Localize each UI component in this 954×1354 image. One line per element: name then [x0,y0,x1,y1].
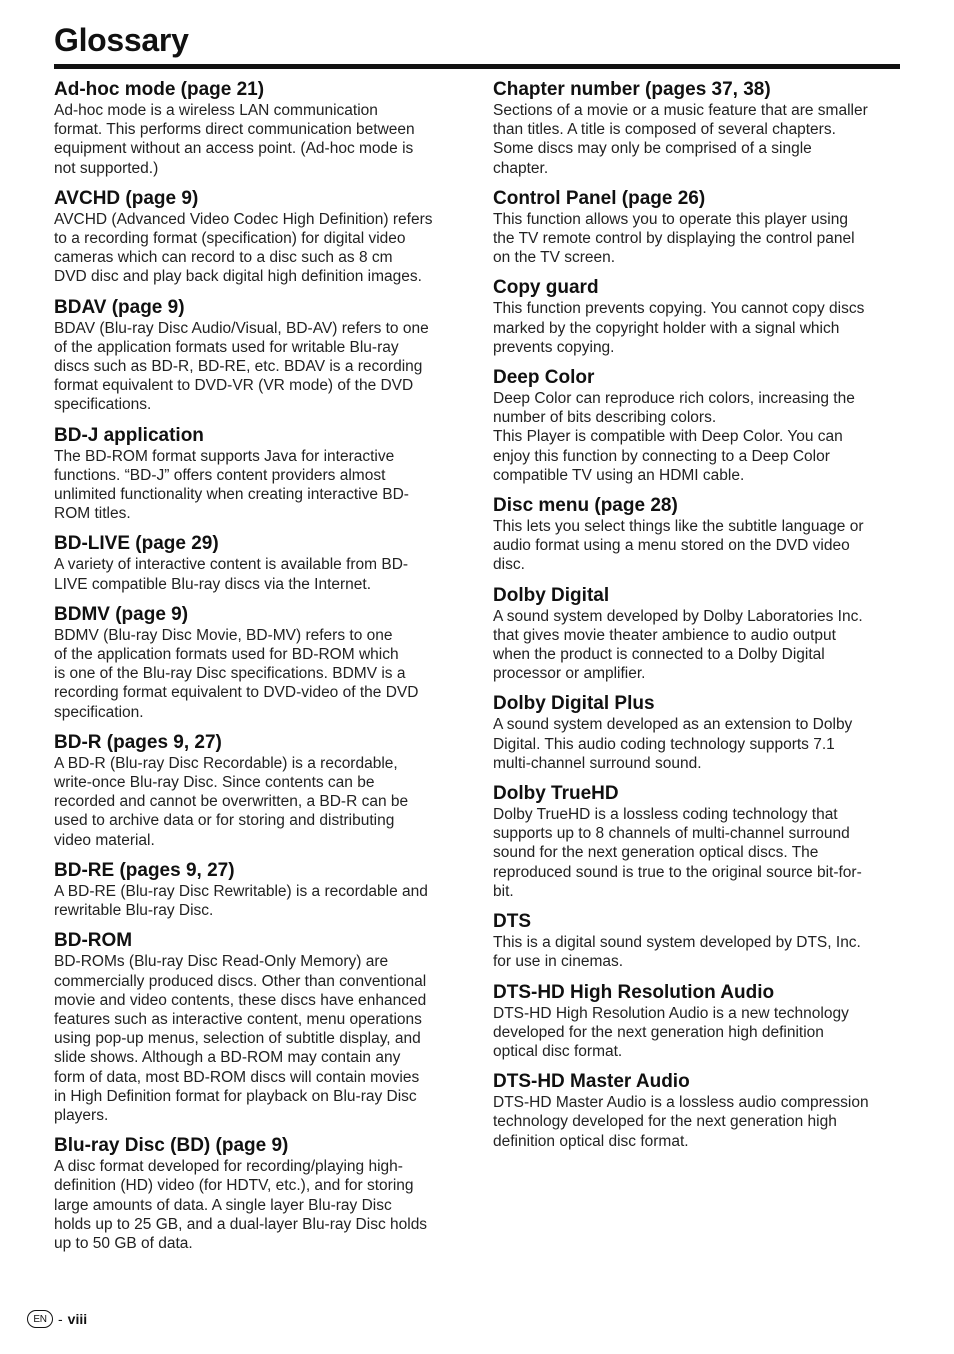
page-title: Glossary [54,22,189,58]
glossary-term: Chapter number (pages 37, 38) [493,79,771,100]
glossary-term: BD-RE (pages 9, 27) [54,859,235,881]
glossary-definition: Deep Color can reproduce rich colors, increasing the number of bits describing colors. This Player is compatible with Deep Color. You can enjoy this function by connecting to a Deep Color compatible TV using an HDMI cable. [493,390,855,484]
glossary-entry [54,297,462,415]
glossary-definition: This lets you select things like the subtitle language or audio format using a menu stored on the DVD video disc. [493,518,864,574]
glossary-term: BD-R (pages 9, 27) [54,731,222,753]
glossary-entry [493,277,901,357]
glossary-entry [54,425,462,524]
glossary-column-left [54,79,462,1263]
glossary-definition: A BD-R (Blu-ray Disc Recordable) is a recordable, write-once Blu-ray Disc. Since contents can be recorded and cannot be overwritten, a BD-R can be used to archive data or for storing and distributing video material. [54,754,409,849]
glossary-term: DTS-HD Master Audio [493,1071,690,1093]
glossary-entry [493,585,901,684]
glossary-entry [493,982,901,1062]
glossary-term: Disc menu (page 28) [493,495,678,517]
glossary-entry [493,188,901,268]
glossary-definition: A variety of interactive content is available from BD- LIVE compatible Blu-ray discs via the Internet. [54,556,409,593]
glossary-entry [493,495,901,575]
glossary-entry [54,732,462,850]
glossary-definition: A BD-RE (Blu-ray Disc Rewritable) is a recordable and rewritable Blu-ray Disc. [54,882,428,920]
glossary-entry [493,79,901,178]
glossary-definition: AVCHD (Advanced Video Codec High Definition) refers to a recording format (specification) for digital video cameras which can record to a disc such as 8 cm DVD disc and play back digital high definition images. [54,210,433,286]
glossary-term: Deep Color [493,367,595,389]
title-rule [54,64,900,69]
glossary-entry [493,367,901,485]
glossary-term: Dolby Digital [493,584,610,606]
glossary-definition: DTS-HD High Resolution Audio is a new technology developed for the next generation high definition optical disc format. [493,1004,849,1060]
glossary-definition: A sound system developed as an extension to Dolby Digital. This audio coding technology supports 7.1 multi-channel surround sound. [493,716,853,772]
glossary-definition: Ad-hoc mode is a wireless LAN communication format. This performs direct communication between equipment without an access point. (Ad-hoc mode is not supported.) [54,102,415,177]
glossary-term: Control Panel (page 26) [493,187,706,209]
glossary-term: BD-LIVE (page 29) [54,533,219,555]
glossary-definition: DTS-HD Master Audio is a lossless audio compression technology developed for the next generation high definition optical disc format. [493,1094,869,1150]
glossary-column-right [493,79,901,1161]
glossary-term: Dolby TrueHD [493,783,619,805]
glossary-entry [54,930,462,1125]
glossary-term: Copy guard [493,277,599,299]
glossary-term: BDMV (page 9) [54,603,189,625]
glossary-entry [493,1071,901,1151]
glossary-definition: This is a digital sound system developed by DTS, Inc. for use in cinemas. [493,934,861,971]
glossary-entry [54,533,462,593]
glossary-term: BD-J application [54,424,204,446]
glossary-entry [54,1135,462,1253]
glossary-term: BD-ROM [54,930,133,952]
glossary-entry [54,860,462,920]
glossary-entry [493,693,901,773]
language-badge-icon: EN [27,1310,53,1328]
footer-separator: - [58,1311,63,1327]
glossary-definition: A disc format developed for recording/playing high- definition (HD) video (for HDTV, etc.), and for storing large amounts of data. A single layer Blu-ray Disc holds up to 25 GB, and a dual-layer Blu-ray Disc holds up to 50 GB of data. [54,1158,428,1252]
glossary-term: Dolby Digital Plus [493,693,655,715]
glossary-term: DTS [493,911,531,933]
glossary-term: AVCHD (page 9) [54,187,199,209]
glossary-entry [493,911,901,971]
glossary-term: Ad-hoc mode (page 21) [54,79,265,100]
glossary-term: DTS-HD High Resolution Audio [493,981,775,1003]
glossary-definition: The BD-ROM format supports Java for interactive functions. “BD-J” offers content providers almost unlimited functionality when creating interactive BD- ROM titles. [54,447,409,523]
glossary-definition: BD-ROMs (Blu-ray Disc Read-Only Memory) are commercially produced discs. Other than conventional movie and video contents, these discs have enhanced features such as interactive content, menu operations using pop-up menus, selection of subtitle display, and slide shows. Although a BD-ROM may contain any form of data, most BD-ROM discs will contain movies in High Definition format for playback on Blu-ray Disc players. [54,953,427,1124]
glossary-entry [54,79,462,178]
glossary-definition: A sound system developed by Dolby Laboratories Inc. that gives movie theater ambience to audio output when the product is connected to a Dolby Digital processor or amplifier. [493,607,863,683]
glossary-definition: BDAV (Blu-ray Disc Audio/Visual, BD-AV) refers to one of the application formats used for writable Blu-ray discs such as BD-R, BD-RE, etc. BDAV is a recording format equivalent to DVD-VR (VR mode) of the DVD specifications. [54,319,429,414]
glossary-entry [54,604,462,722]
glossary-term: Blu-ray Disc (BD) (page 9) [54,1135,289,1157]
glossary-entry [493,783,901,901]
page-number: viii [67,1311,88,1327]
glossary-definition: Dolby TrueHD is a lossless coding technology that supports up to 8 channels of multi-channel surround sound for the next generation optical discs. The reproduced sound is true to the original source bit-for- bit. [493,806,862,900]
glossary-definition: Sections of a movie or a music feature that are smaller than titles. A title is composed of several chapters. Some discs may only be comprised of a single chapter. [493,102,868,177]
glossary-definition: This function allows you to operate this player using the TV remote control by displaying the control panel on the TV screen. [493,210,855,267]
glossary-entry [54,188,462,287]
glossary-definition: BDMV (Blu-ray Disc Movie, BD-MV) refers to one of the application formats used for BD-ROM which is one of the Blu-ray Disc specifications. BDMV is a recording format equivalent to DVD-video of the DVD specification. [54,626,419,721]
glossary-definition: This function prevents copying. You cannot copy discs marked by the copyright holder with a signal which prevents copying. [493,300,865,356]
glossary-term: BDAV (page 9) [54,296,185,318]
page-footer [27,1309,87,1329]
